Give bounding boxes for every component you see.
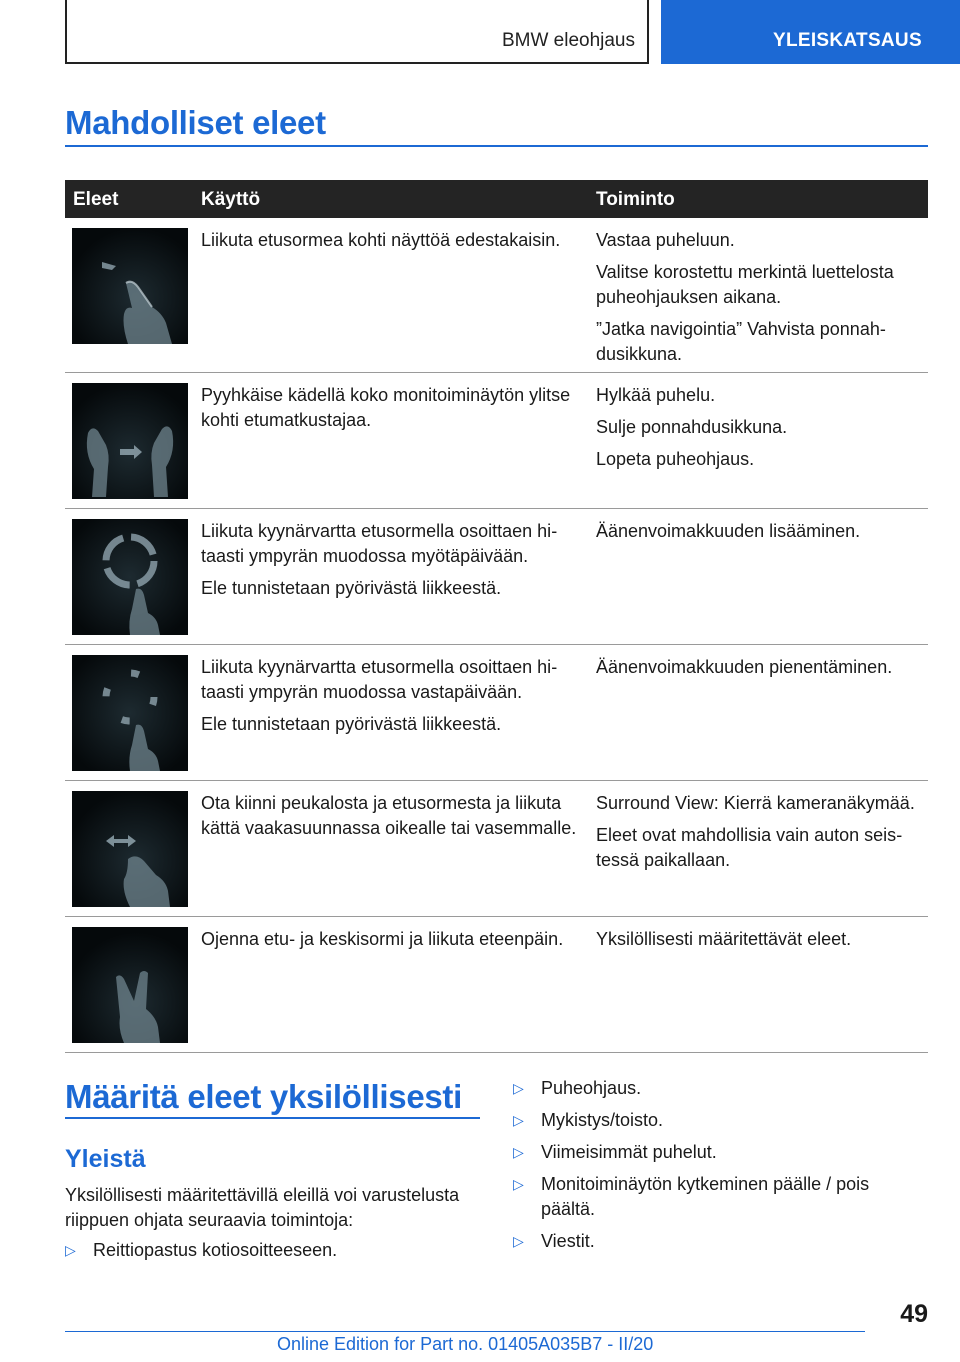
page-number: 49	[900, 1300, 928, 1328]
function-text: Vastaa puheluun.	[596, 230, 735, 250]
intro-paragraph: Yksilöllisesti määritettävillä eleillä voi varustelusta riippuen ohjata seuraavia toimintoja:	[65, 1185, 460, 1230]
usage-text: Ele tunnistetaan pyörivästä liikkeestä.	[201, 578, 502, 598]
usage-text: Ele tunnistetaan pyörivästä liikkeestä.	[201, 714, 502, 734]
title-rule	[65, 145, 928, 147]
list-item: ▷ Puheohjaus.	[513, 1076, 928, 1101]
circle-counterclockwise-gesture-icon	[72, 655, 188, 771]
pinch-drag-gesture-icon	[72, 791, 188, 907]
bullet-triangle-icon: ▷	[513, 1233, 524, 1249]
header-chapter-tab	[661, 0, 960, 64]
usage-cell	[201, 927, 586, 959]
subsection-title: Yleistä	[65, 1145, 146, 1173]
list-item: ▷ Mykistys/toisto.	[513, 1108, 928, 1133]
usage-text: Ota kiinni peukalosta ja etusormesta ja liikuta kättä vaakasuunnassa oikealle tai vasemmalle.	[201, 793, 577, 838]
bullet-triangle-icon: ▷	[513, 1176, 524, 1192]
bullet-triangle-icon: ▷	[65, 1242, 76, 1258]
function-text: Äänenvoimakkuuden pienentäminen.	[596, 657, 893, 677]
bullet-triangle-icon: ▷	[513, 1144, 524, 1160]
function-list-left	[65, 1238, 485, 1270]
usage-text: Liikuta etusormea kohti näyttöä edestakaisin.	[201, 230, 561, 250]
finger-tap-gesture-icon	[72, 228, 188, 344]
usage-text: Liikuta kyynärvartta etusormella osoittaen hitaasti ympyrän muodossa myötäpäivään.	[201, 521, 558, 566]
table-row	[65, 509, 928, 645]
function-list-right	[513, 1076, 928, 1261]
gesture-table	[65, 180, 928, 1053]
function-text: Sulje ponnahdusikkuna.	[596, 417, 788, 437]
usage-text: Pyyhkäise kädellä koko monitoiminäytön ylitse kohti etumatkustajaa.	[201, 385, 571, 430]
table-row	[65, 218, 928, 373]
function-text: Hylkää puhelu.	[596, 385, 716, 405]
usage-text: Ojenna etu- ja keskisormi ja liikuta eteenpäin.	[201, 929, 564, 949]
header-section-tab	[65, 0, 649, 64]
function-cell	[596, 383, 926, 479]
list-item: ▷ Reittiopastus kotiosoitteeseen.	[65, 1238, 485, 1263]
usage-cell	[201, 519, 586, 608]
table-row	[65, 781, 928, 917]
function-text: Äänenvoimakkuuden lisääminen.	[596, 521, 861, 541]
column-header-function: Toiminto	[596, 189, 675, 210]
function-text: ”Jatka navigointia” Vahvista ponnahdusikkuna.	[596, 319, 886, 364]
function-text: Lopeta puheohjaus.	[596, 449, 755, 469]
column-header-gestures: Eleet	[73, 189, 119, 210]
header-section-label: BMW eleohjaus	[501, 30, 635, 51]
table-row	[65, 373, 928, 509]
table-row	[65, 645, 928, 781]
function-text: Yksilöllisesti määritettävät eleet.	[596, 929, 852, 949]
table-row	[65, 917, 928, 1053]
page-title: Mahdolliset eleet	[65, 104, 326, 141]
list-item: ▷ Viestit.	[513, 1229, 928, 1254]
table-header	[65, 180, 928, 218]
function-text: Valitse korostettu merkintä luettelosta puheohjauksen aikana.	[596, 262, 894, 307]
function-cell	[596, 228, 926, 374]
function-cell	[596, 927, 926, 959]
usage-cell	[201, 228, 586, 260]
usage-text: Liikuta kyynärvartta etusormella osoittaen hitaasti ympyrän muodossa vastapäivään.	[201, 657, 558, 702]
column-header-usage: Käyttö	[201, 189, 261, 210]
section-title: Määritä eleet yksilöllisesti	[65, 1078, 462, 1115]
footer-rule	[65, 1331, 865, 1332]
bullet-triangle-icon: ▷	[513, 1080, 524, 1096]
circle-clockwise-gesture-icon	[72, 519, 188, 635]
function-cell	[596, 519, 926, 551]
section-rule	[65, 1117, 480, 1119]
hand-swipe-gesture-icon	[72, 383, 188, 499]
usage-cell	[201, 655, 586, 744]
usage-cell	[201, 383, 586, 440]
usage-cell	[201, 791, 586, 848]
function-text: Surround View: Kierrä kameranäkymää.	[596, 793, 915, 813]
header-chapter-label: YLEISKATSAUS	[773, 30, 922, 51]
function-cell	[596, 655, 926, 687]
function-cell	[596, 791, 926, 880]
bullet-triangle-icon: ▷	[513, 1112, 524, 1128]
list-item: ▷ Viimeisimmät puhelut.	[513, 1140, 928, 1165]
two-finger-point-gesture-icon	[72, 927, 188, 1043]
list-item: ▷ Monitoiminäytön kytkeminen päälle / pois päältä.	[513, 1174, 870, 1219]
function-text: Eleet ovat mahdollisia vain auton seistessä paikallaan.	[596, 825, 903, 870]
footer-edition: Online Edition for Part no. 01405A035B7 - II/20	[277, 1334, 654, 1354]
